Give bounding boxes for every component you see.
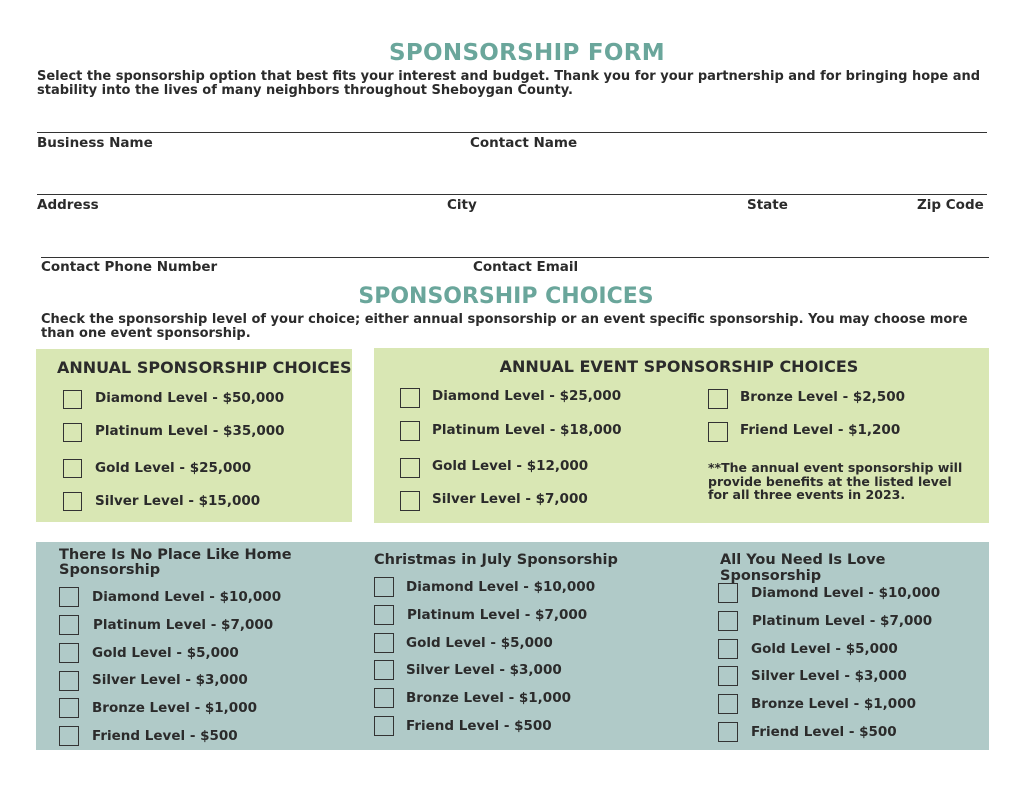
love-platinum-checkbox[interactable] — [718, 611, 738, 631]
christmas-gold-checkbox[interactable] — [374, 633, 394, 653]
love-friend-label: Friend Level - $500 — [751, 724, 897, 740]
love-diamond-label: Diamond Level - $10,000 — [751, 585, 941, 601]
christmas-silver-checkbox[interactable] — [374, 660, 394, 680]
event-annual-gold-label: Gold Level - $12,000 — [432, 458, 589, 474]
annual-panel-title: ANNUAL SPONSORSHIP CHOICES — [57, 358, 352, 377]
love-friend-checkbox[interactable] — [718, 722, 738, 742]
address-line[interactable] — [37, 194, 987, 195]
annual-event-panel-title: ANNUAL EVENT SPONSORSHIP CHOICES — [499, 357, 859, 376]
home-silver-checkbox[interactable] — [59, 671, 79, 691]
event-annual-platinum-checkbox[interactable] — [400, 421, 420, 441]
annual-silver-checkbox[interactable] — [63, 492, 82, 511]
annual-diamond-checkbox[interactable] — [63, 390, 82, 409]
christmas-silver-label: Silver Level - $3,000 — [406, 662, 562, 678]
contact-name-label: Contact Name — [470, 135, 578, 151]
home-bronze-label: Bronze Level - $1,000 — [92, 700, 257, 716]
love-gold-label: Gold Level - $5,000 — [751, 641, 898, 657]
love-bronze-checkbox[interactable] — [718, 694, 738, 714]
event-annual-silver-checkbox[interactable] — [400, 491, 420, 511]
event-annual-gold-checkbox[interactable] — [400, 458, 420, 478]
love-silver-label: Silver Level - $3,000 — [751, 668, 907, 684]
annual-platinum-checkbox[interactable] — [63, 423, 82, 442]
christmas-gold-label: Gold Level - $5,000 — [406, 635, 553, 651]
zip-code-label: Zip Code — [917, 197, 984, 213]
annual-platinum-label: Platinum Level - $35,000 — [95, 423, 285, 439]
annual-event-note: **The annual event sponsorship will provide benefits at the listed level for all three events in 2023. — [708, 460, 963, 502]
love-bronze-label: Bronze Level - $1,000 — [751, 696, 916, 712]
address-label: Address — [37, 197, 99, 213]
annual-diamond-label: Diamond Level - $50,000 — [95, 390, 285, 406]
home-diamond-label: Diamond Level - $10,000 — [92, 589, 282, 605]
event-annual-diamond-label: Diamond Level - $25,000 — [432, 388, 622, 404]
christmas-bronze-label: Bronze Level - $1,000 — [406, 690, 571, 706]
home-platinum-label: Platinum Level - $7,000 — [93, 617, 274, 633]
love-platinum-label: Platinum Level - $7,000 — [752, 613, 933, 629]
love-gold-checkbox[interactable] — [718, 639, 738, 659]
home-friend-checkbox[interactable] — [59, 726, 79, 746]
annual-sponsorship-panel — [36, 349, 352, 522]
intro-text: Select the sponsorship option that best fits your interest and budget. Thank you for your partnership and for bringing hope and stability into the lives of many neighbors throughout Sheboygan County. — [37, 69, 981, 98]
love-silver-checkbox[interactable] — [718, 666, 738, 686]
contact-phone-label: Contact Phone Number — [41, 259, 218, 275]
love-sponsorship-title: All You Need Is Love Sponsorship — [720, 552, 886, 584]
event-sponsorships-panel — [36, 542, 989, 750]
christmas-diamond-checkbox[interactable] — [374, 577, 394, 597]
christmas-friend-checkbox[interactable] — [374, 716, 394, 736]
page-title: SPONSORSHIP FORM — [389, 40, 665, 66]
annual-silver-label: Silver Level - $15,000 — [95, 493, 261, 509]
event-annual-bronze-checkbox[interactable] — [708, 389, 728, 409]
annual-gold-checkbox[interactable] — [63, 459, 82, 478]
home-platinum-checkbox[interactable] — [59, 615, 79, 635]
christmas-platinum-label: Platinum Level - $7,000 — [407, 607, 588, 623]
annual-event-sponsorship-panel — [374, 348, 989, 523]
choices-title: SPONSORSHIP CHOICES — [358, 284, 654, 309]
event-annual-diamond-checkbox[interactable] — [400, 388, 420, 408]
christmas-friend-label: Friend Level - $500 — [406, 718, 552, 734]
contact-email-label: Contact Email — [473, 259, 579, 275]
choices-intro: Check the sponsorship level of your choice; either annual sponsorship or an event specific sponsorship. You may choose more than one event sponsorship. — [41, 312, 968, 341]
state-label: State — [747, 197, 788, 213]
event-annual-silver-label: Silver Level - $7,000 — [432, 491, 588, 507]
home-diamond-checkbox[interactable] — [59, 587, 79, 607]
christmas-platinum-checkbox[interactable] — [374, 605, 394, 625]
christmas-sponsorship-title: Christmas in July Sponsorship — [374, 552, 618, 568]
love-diamond-checkbox[interactable] — [718, 583, 738, 603]
event-annual-platinum-label: Platinum Level - $18,000 — [432, 422, 622, 438]
city-label: City — [447, 197, 477, 213]
phone-email-line[interactable] — [41, 257, 989, 258]
home-gold-checkbox[interactable] — [59, 643, 79, 663]
business-name-label: Business Name — [37, 135, 153, 151]
business-contact-line[interactable] — [37, 132, 987, 133]
home-sponsorship-title: There Is No Place Like Home Sponsorship — [59, 547, 292, 578]
home-silver-label: Silver Level - $3,000 — [92, 672, 248, 688]
christmas-bronze-checkbox[interactable] — [374, 688, 394, 708]
annual-gold-label: Gold Level - $25,000 — [95, 460, 252, 476]
home-bronze-checkbox[interactable] — [59, 698, 79, 718]
christmas-diamond-label: Diamond Level - $10,000 — [406, 579, 596, 595]
event-annual-friend-checkbox[interactable] — [708, 422, 728, 442]
home-gold-label: Gold Level - $5,000 — [92, 645, 239, 661]
event-annual-friend-label: Friend Level - $1,200 — [740, 422, 901, 438]
event-annual-bronze-label: Bronze Level - $2,500 — [740, 389, 905, 405]
home-friend-label: Friend Level - $500 — [92, 728, 238, 744]
